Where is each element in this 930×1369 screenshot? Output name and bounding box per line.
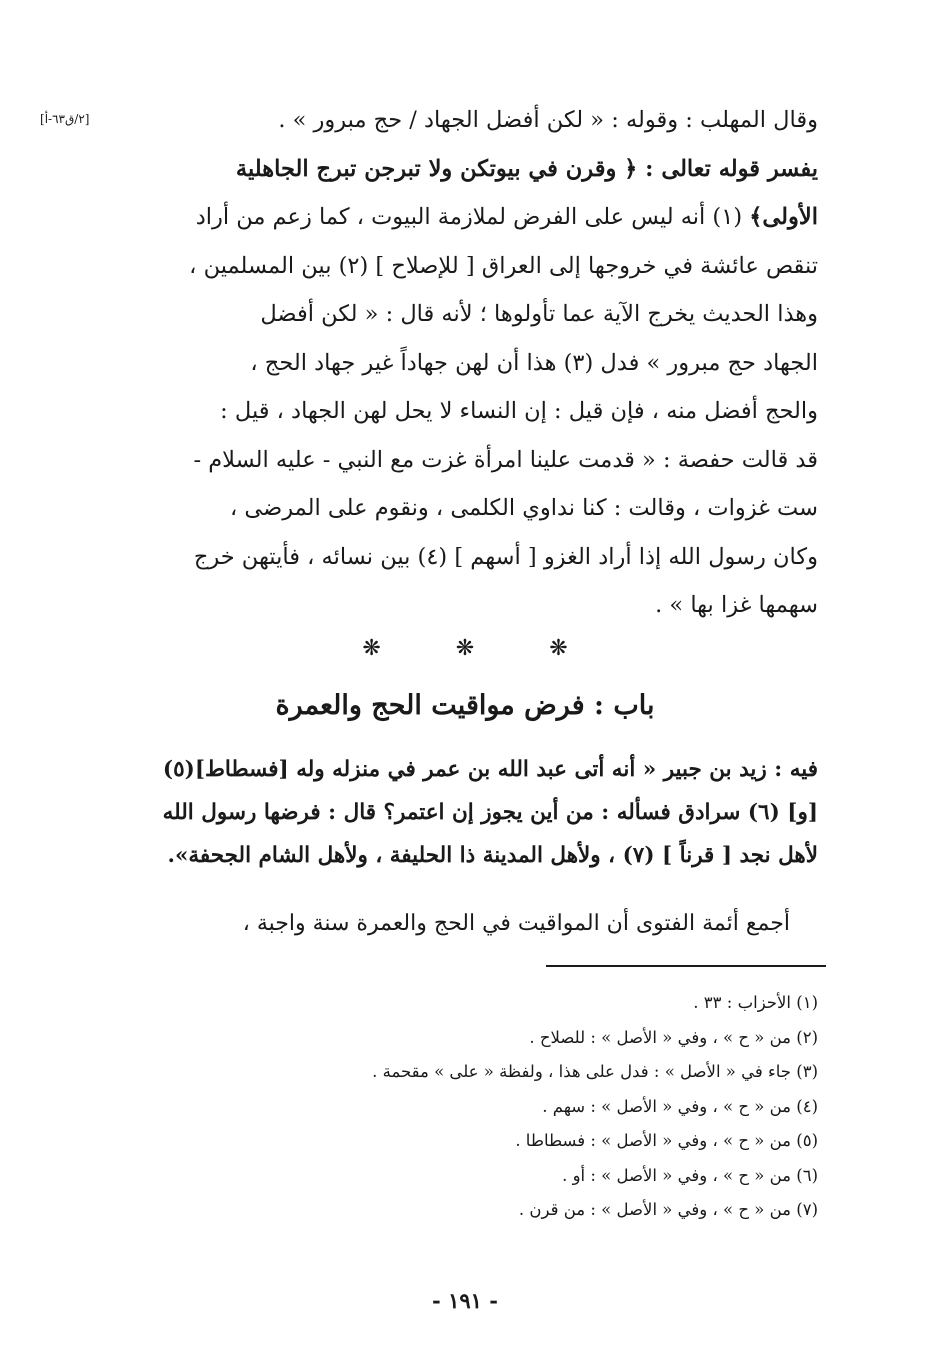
commentary-intro-line: أجمع أئمة الفتوى أن المواقيت في الحج والعمرة سنة واجبة ، [242,911,790,936]
text-line: ست غزوات ، وقالت : كنا نداوي الكلمى ، ونقوم على المرضى ، [229,495,818,521]
footnote: (٣) جاء في « الأصل » : فدل على هذا ، ولفظة « على » مقحمة . [372,1062,818,1081]
footnote: (٦) من « ح » ، وفي « الأصل » : أو . [562,1165,818,1185]
footnote: (٧) من « ح » ، وفي « الأصل » : من قرن . [518,1200,818,1219]
text-line: وقال المهلب : وقوله : « لكن أفضل الجهاد / حج مبرور » . [278,107,818,133]
asterism-icon: ❋ [549,636,568,661]
text-line: الجهاد حج مبرور » فدل (٣) هذا أن لهن جهاداً غير جهاد الحج ، [250,349,818,376]
text-line: يفسر قوله تعالى : ﴿ وقرن في بيوتكن ولا تبرجن تبرج الجاهلية [235,155,818,182]
footnote: (٤) من « ح » ، وفي « الأصل » : سهم . [542,1096,818,1116]
page-number: - ١٩١ - [432,1288,498,1313]
text-line: تنقص عائشة في خروجها إلى العراق [ للإصلاح ] (٢) بين المسلمين ، [189,252,818,279]
hadith-line: لأهل نجد [ قرناً ] (٧) ، ولأهل المدينة ذا الحليفة ، ولأهل الشام الجحفة». [167,843,818,868]
footnote-separator [546,965,826,967]
text-line: الأولى﴾ (١) أنه ليس على الفرض لملازمة البيوت ، كما زعم من أراد [195,204,818,230]
hadith-line: فيه : زيد بن جبير « أنه أتى عبد الله بن عمر في منزله وله [فسطاط](٥) [162,757,818,782]
text-line: وهذا الحديث يخرج الآية عما تأولوها ؛ لأنه قال : « لكن أفضل [260,301,818,327]
chapter-heading: باب : فرض مواقيت الحج والعمرة [275,690,655,721]
footnote: (٢) من « ح » ، وفي « الأصل » : للصلاح . [529,1027,818,1047]
text-line: والحج أفضل منه ، فإن قيل : إن النساء لا يحل لهن الجهاد ، قيل : [220,398,818,424]
asterism-icon: ❋ [362,636,381,661]
commentary-paragraph [134,96,818,630]
footnote: (٥) من « ح » ، وفي « الأصل » : فسطاطا . [515,1131,818,1150]
footnote: (١) الأحزاب : ٣٣ . [693,993,818,1012]
section-divider [0,636,930,661]
text-line: سهمها غزا بها » . [655,592,818,618]
text-line: وكان رسول الله إذا أراد الغزو [ أسهم ] (٤) بين نسائه ، فأيتهن خرج [193,543,818,570]
manuscript-folio-reference: [٢/ق٦٣-أ] [40,112,90,126]
hadith-line: [و] (٦) سرادق فسأله : من أين يجوز إن اعتمر؟ قال : فرضها رسول الله [162,800,818,825]
footnotes [134,986,818,1228]
hadith-paragraph [134,748,818,877]
asterism-icon: ❋ [455,636,475,661]
verse-fragment: الأولى﴾ [749,204,818,230]
text-line: قد قالت حفصة : « قدمت علينا امرأة غزت مع النبي - عليه السلام - [193,446,818,473]
